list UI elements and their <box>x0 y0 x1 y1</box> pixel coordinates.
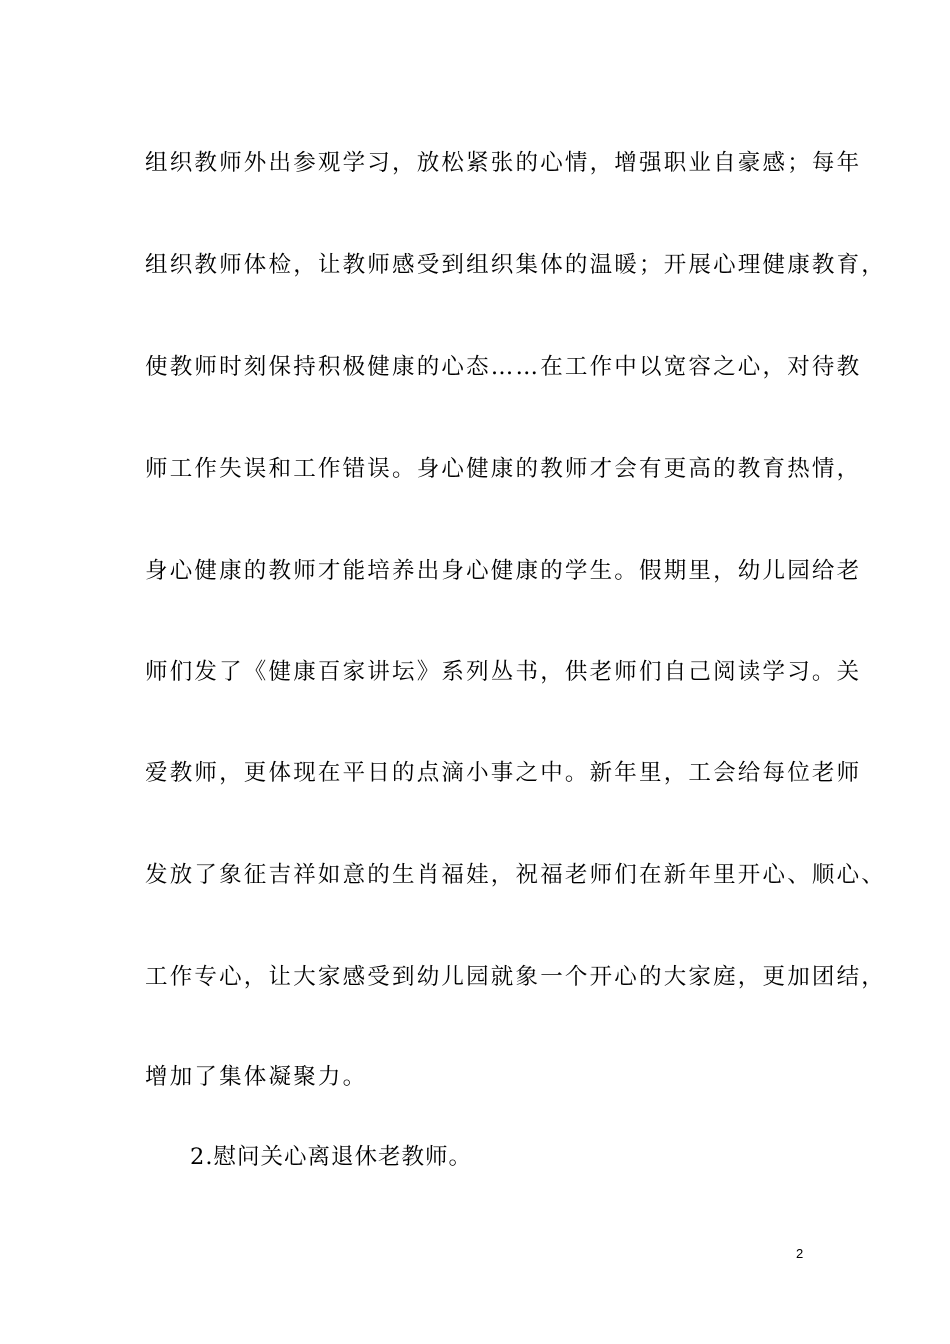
paragraph-line: 工作专心，让大家感受到幼儿园就象一个开心的大家庭，更加团结， <box>145 964 887 990</box>
page-number: 2 <box>796 1246 804 1261</box>
paragraph-line: 师们发了《健康百家讲坛》系列丛书，供老师们自己阅读学习。关 <box>145 659 862 685</box>
paragraph-line: 身心健康的教师才能培养出身心健康的学生。假期里，幼儿园给老 <box>145 558 862 584</box>
paragraph-line: 爱教师，更体现在平日的点滴小事之中。新年里，工会给每位老师 <box>145 760 862 786</box>
section-heading: 2.慰问关心离退休老教师。 <box>190 1144 472 1170</box>
paragraph-line: 增加了集体凝聚力。 <box>145 1064 368 1090</box>
paragraph-line: 师工作失误和工作错误。身心健康的教师才会有更高的教育热情， <box>145 456 862 482</box>
paragraph-line: 发放了象征吉祥如意的生肖福娃，祝福老师们在新年里开心、顺心、 <box>145 862 887 888</box>
paragraph-line: 使教师时刻保持积极健康的心态……在工作中以宽容之心，对待教 <box>145 354 862 380</box>
paragraph-line: 组织教师外出参观学习，放松紧张的心情，增强职业自豪感；每年 <box>145 150 862 176</box>
paragraph-line: 组织教师体检，让教师感受到组织集体的温暖；开展心理健康教育， <box>145 252 887 278</box>
